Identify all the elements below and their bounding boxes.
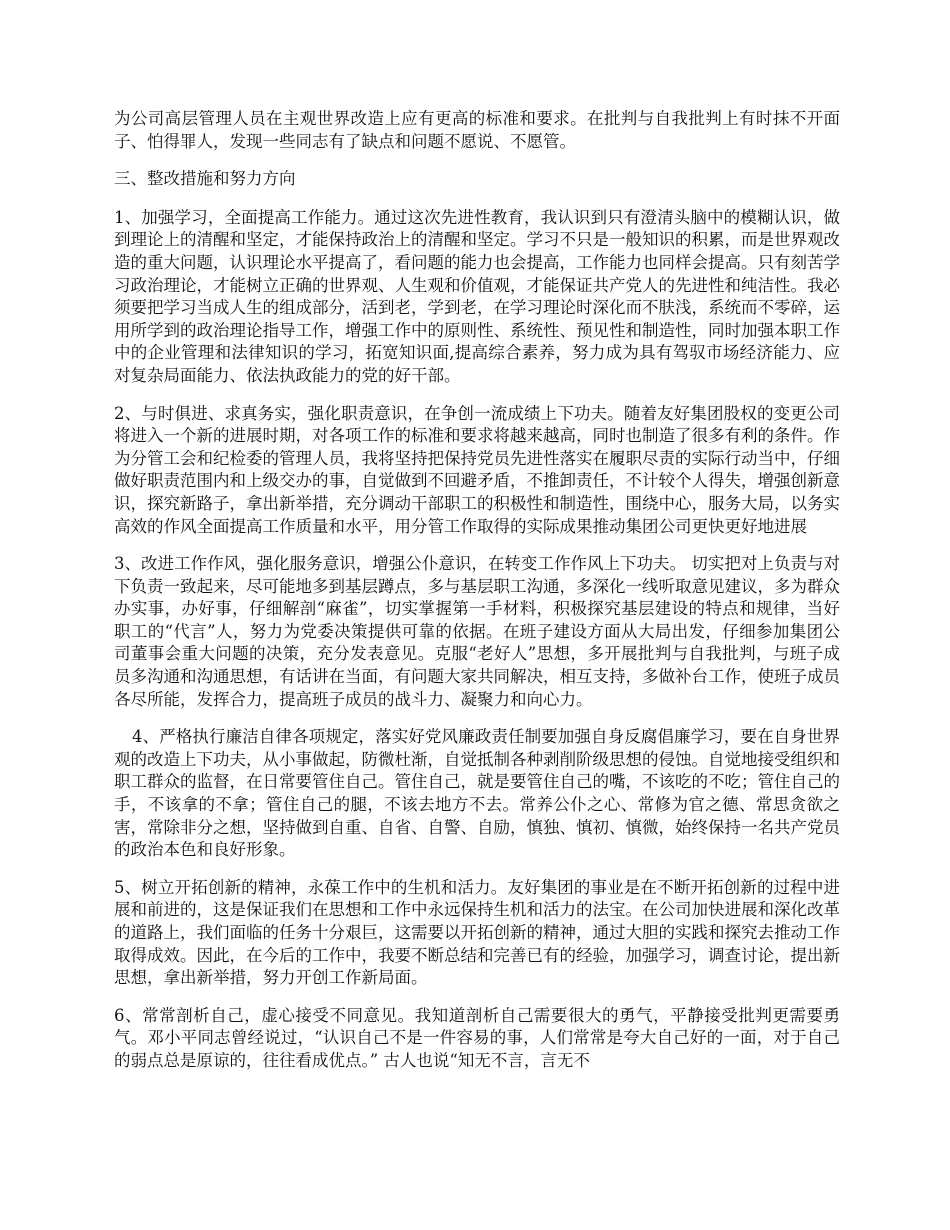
paragraph-item-4: 4、严格执行廉洁自律各项规定，落实好党风廉政责任制要加强自身反腐倡廉学习，要在自身世界观的改造上下功夫，从小事做起，防微杜渐，自觉抵制各种剥削阶级思想的侵蚀。自觉地接受组织和职工群众的监督，在日常要管住自己。管住自己，就是要管住自己的嘴，不该吃的不吃；管住自己的手，不该拿的不拿；管住自己的腿，不该去地方不去。常养公仆之心、常修为官之德、常思贪欲之害，常除非分之想，坚持做到自重、自省、自警、自励，慎独、慎初、慎微，始终保持一名共产党员的政治本色和良好形象。 — [114, 727, 840, 860]
paragraph-intro: 为公司高层管理人员在主观世界改造上应有更高的标准和要求。在批判与自我批判上有时抹不开面子、怕得罪人，发现一些同志有了缺点和问题不愿说、不愿管。 — [114, 109, 840, 151]
paragraph-item-6: 6、常常剖析自己，虚心接受不同意见。我知道剖析自己需要很大的勇气，平静接受批判更需要勇气。邓小平同志曾经说过，“认识自己不是一件容易的事，人们常常是夸大自己好的一面，对于自己的弱点总是原谅的，往往看成优点。” 古人也说“知无不言，言无不 — [114, 1005, 840, 1070]
paragraph-item-1: 1、加强学习，全面提高工作能力。通过这次先进性教育，我认识到只有澄清头脑中的模糊认识，做到理论上的清醒和坚定，才能保持政治上的清醒和坚定。学习不只是一般知识的积累，而是世界观改造的重大问题，认识理论水平提高了，看问题的能力也会提高，工作能力也同样会提高。只有刻苦学习政治理论，才能树立正确的世界观、人生观和价值观，才能保证共产党人的先进性和纯洁性。我必须要把学习当成人生的组成部分，活到老，学到老，在学习理论时深化而不肤浅，系统而不零碎，运用所学到的政治理论指导工作，增强工作中的原则性、系统性、预见性和制造性，同时加强本职工作中的企业管理和法律知识的学习，拓宽知识面,提高综合素养，努力成为具有驾驭市场经济能力、应对复杂局面能力、依法执政能力的党的好干部。 — [114, 207, 840, 385]
paragraph-item-3: 3、改进工作作风，强化服务意识，增强公仆意识，在转变工作作风上下功夫。 切实把对上负责与对下负责一致起来，尽可能地多到基层蹲点，多与基层职工沟通，多深化一线听取意见建议，多为群众办实事，办好事，仔细解剖“麻雀”，切实掌握第一手材料，积极探究基层建设的特点和规律，当好职工的“代言”人，努力为党委决策提供可靠的依据。在班子建设方面从大局出发，仔细参加集团公司董事会重大问题的决策，充分发表意见。克服“老好人”思想，多开展批判与自我批判，与班子成员多沟通和沟通思想，有话讲在当面，有问题大家共同解决，相互支持，多做补台工作，使班子成员各尽所能，发挥合力，提高班子成员的战斗力、凝聚力和向心力。 — [114, 554, 840, 709]
paragraph-item-5: 5、树立开拓创新的精神，永葆工作中的生机和活力。友好集团的事业是在不断开拓创新的过程中进展和前进的，这是保证我们在思想和工作中永远保持生机和活力的法宝。在公司加快进展和深化改革的道路上，我们面临的任务十分艰巨，这需要以开拓创新的精神，通过大胆的实践和探究去推动工作取得成效。因此，在今后的工作中，我要不断总结和完善已有的经验，加强学习，调查讨论，提出新思想，拿出新举措，努力开创工作新局面。 — [114, 877, 840, 988]
paragraph-item-2: 2、与时俱进、求真务实，强化职责意识，在争创一流成绩上下功夫。随着友好集团股权的变更公司将进入一个新的进展时期，对各项工作的标准和要求将越来越高，同时也制造了很多有利的条件。作为分管工会和纪检委的管理人员，我将坚持把保持党员先进性落实在履职尽责的实际行动当中，仔细做好职责范围内和上级交办的事，自觉做到不回避矛盾，不推卸责任，不计较个人得失，增强创新意识，探究新路子，拿出新举措，充分调动干部职工的积极性和制造性，围绕中心，服务大局，以务实高效的作风全面提高工作质量和水平，用分管工作取得的实际成果推动集团公司更快更好地进展 — [114, 403, 840, 536]
document-page — [114, 108, 840, 1088]
section-heading: 三、整改措施和努力方向 — [114, 169, 296, 189]
